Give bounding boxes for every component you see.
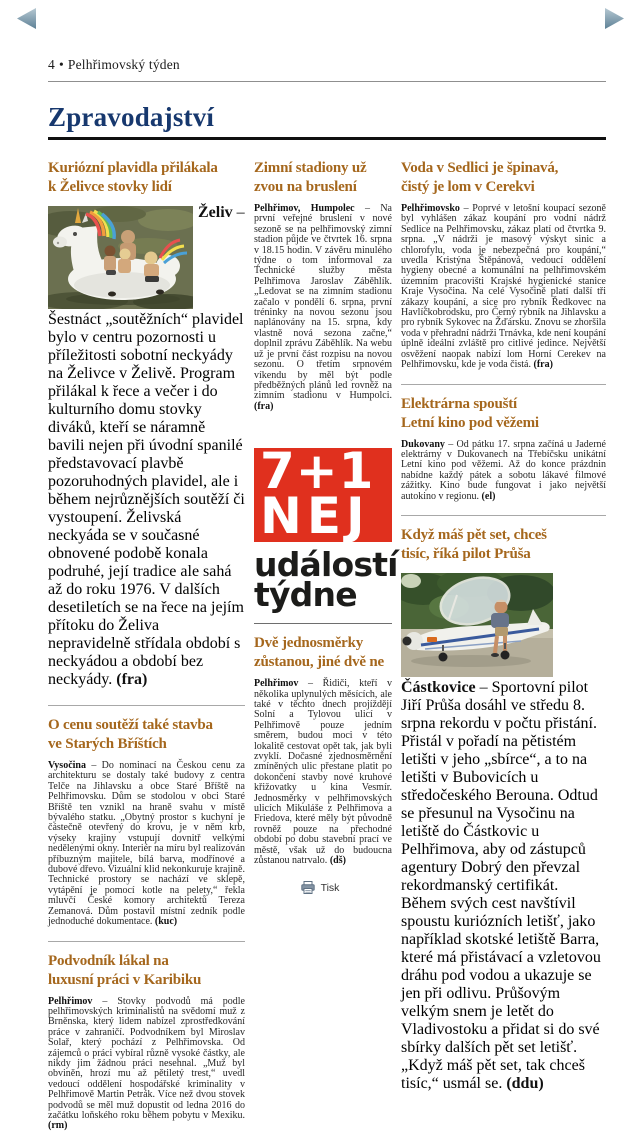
- masthead: [48, 56, 606, 82]
- article-sign: (dš): [329, 855, 346, 867]
- article-body: Dukovany – Od pátku 17. srpna začíná u Jaderné elektrárny v Dukovanech na Třebíčsku unikátní Letní kino pod věžemi. Až do konce prázdnin nabídne každý pátek a sobotu lákavé filmové zážitky. Kino bude fungovat i jako největší autokino v regionu. (el): [401, 438, 606, 502]
- article-pilot: Když máš pět set, chceš tisíc, říká pilot Průša Částkovice – Sportovní pilot Jiří Průša dosáhl ve středu 8. srpna rekordu v počtu přistání. Přistál v pořadí na pětistém letišti v jeho „sbírce“, a to na letišti v Bubovicích u středočeského Berouna. Odtud se přesunul na Vysočinu na letiště do Částkovic u Pelhřimova, aby od zástupců agentury Dobrý den převzal rekordmanský certifikát. Během svých cest navštívil spoustu kuriózních letišť, jako například skotské letiště Barra, které má přistávací a vzletovou dráhu pod vodou a ukazuje se jen při odlivu. Průšovým velkým snem je letět do Vladivostoku a přidat si do své sbírky dalších pět set letišť. „Když máš pět set, tak chceš tisíc,“ usmál se. (ddu): [401, 526, 606, 1093]
- article-stadiony: [254, 159, 392, 412]
- article-columns: [48, 159, 606, 1132]
- article-headline: Voda v Sedlici je špinavá, čistý je lom v Cerekvi: [401, 160, 559, 195]
- publication-name: Pelhřimovský týden: [67, 57, 180, 72]
- article-lead: Dukovany: [401, 438, 445, 450]
- print-button[interactable]: [295, 880, 346, 895]
- divider: [48, 705, 245, 706]
- article-lead: Želiv: [198, 204, 233, 221]
- article-sign: (kuc): [154, 916, 178, 928]
- article-body: Pelhřimov, Humpolec – Na první veřejné bruslení v nové sezoně se na pelhřimovský zimní stadion půjde ve čtvrtek 16. srpna v 18.15 hodin. V závěru minulého týdne o tom informoval za Technické služby města Pelhřimova Jaroslav Záběhlík. „Ledovat se na zimním stadionu začalo v pondělí 6. srpna, první tréninky na novou sezonu jsou naplánovány na 15. srpna, kdy vlastně nová sezona začne,“ doplnil zprávu Záběhlík. Na webu už je první část rozpisu na novou sezonu. O třetím srpnovém víkendu by měl být podle předběžných plánů led rovněž na zimním stadionu v Humpolci. (fra): [254, 203, 392, 412]
- divider: [48, 941, 245, 942]
- article-voda: [401, 159, 606, 371]
- article-headline: Podvodník lákal na luxusní práci v Karibiku: [48, 952, 202, 988]
- article-lead: Pelhřimov: [48, 995, 93, 1007]
- newspaper-page: [48, 56, 606, 1132]
- article-neckyada: Kuriózní plavidla přilákala k Želivce stovky lidí Želiv – Šestnáct „soutěžních“ plavidel bylo v centru pozornosti u příležitosti sobotní neckyády na Želivce v Želivě. Program přilákal k řece a večer i do kulturního domu stovky diváků, kteří se náramně bavili nejen při úvodní spanilé představovací plavbě pozoruhodných plavidel, ale i během nejrůznějších soutěží či vystoupení. Želivská neckyáda se v současné obnovené podobě konala podruhé, její tradice ale sahá až do roku 1976. V dalších desetiletích se na řece na jejím přítoku do Želiva nepravidelně střídala období s neckyádou a období bez neckyády. (fra): [48, 159, 245, 689]
- column-left: [48, 159, 245, 1132]
- article-sign: (fra): [254, 400, 274, 412]
- promo-caption: událostí týdne: [254, 545, 398, 615]
- article-lead: Pelhřimovsko: [401, 203, 460, 214]
- section-title: Zpravodajství: [48, 102, 606, 140]
- right-triangle-icon: [605, 8, 624, 29]
- article-sign: (rm): [48, 1120, 68, 1132]
- article-lead: Pelhřimov: [254, 678, 299, 690]
- article-body: Vysočina – Do nominací na Českou cenu za architekturu se dostaly také budovy z centra Telče na Jihlavsku a obce Staré Bříště na Pelhřimovsku. Dům se stodolou v obci Staré Bříště ten vznikl na hraně svahu v místě bývalého statku. „Obytný prostor s kuchyní je částečně otevřený do krovu, je v něm krb, výseky krajiny vstupují dovnitř velkými nedělenými okny. Interiér na míru byl realizován příbuzným majitele, bílá barva, modřínové a dubové dřevo. Vizuální klid nekonkuruje krajině. Technické prostory se nachází ve sklepě, vytápění je pomocí kotle na pelety,“ řekla mluvčí České komory architektů Tereza Zemanová. Dům postavil místní zedník podle jednoduché dokumentace. (kuc): [48, 760, 245, 928]
- promo-red-box: 7+1 NEJ: [254, 448, 392, 542]
- article-headline: Kuriózní plavidla přilákala k Želivce stovky lidí: [48, 160, 218, 195]
- article-headline: Elektrárna spouští Letní kino pod věžemi: [401, 395, 539, 431]
- article-podvodnik: [48, 952, 245, 1132]
- article-jednosmerky: [254, 634, 392, 866]
- divider: [401, 515, 606, 516]
- article-sign: (el): [481, 490, 496, 502]
- column-right: [401, 159, 606, 1109]
- article-sign: (fra): [116, 671, 148, 688]
- printer-icon: [301, 881, 315, 894]
- article-kino: [401, 395, 606, 502]
- unicorn-float-photo: [48, 206, 193, 309]
- article-sign: (fra): [533, 359, 553, 371]
- column-middle: [254, 159, 398, 867]
- promo-7plus1-nej: [254, 448, 398, 615]
- article-lead: Částkovice: [401, 678, 476, 696]
- left-triangle-icon: [17, 8, 36, 29]
- article-body: Pelhřimov – Stovky podvodů má podle pelhřimovských kriminalistů na svědomí muž z Brněnska, který lidem nabízel zprostředkování práce v zahraničí. Podvodníkem byl Miroslav Solař, který pochází z Pelhřimovska. Od zájemců o práci vybíral různě vysoké částky, ale nikdy jim žádnou práci nesehnal. „Muž byl obviněn, hrozí mu až pětiletý trest,“ uvedl vedoucí oddělení hospodářské kriminality v Pelhřimově Martin Petrák. Více než dvou stovek podvodů se měl muž dopustit od ledna 2016 do začátku loňského roku během pobytu v Mexiku. (rm): [48, 995, 245, 1132]
- divider: [401, 384, 606, 385]
- article-body: Pelhřimovsko – Poprvé v letošní koupací sezoně byl vyhlášen zákaz koupání pro vodní nádrž Sedlice na Pelhřimovsku, zákaz platí od čtvrtka 9. srpna. „V nádrži je masový výskyt sinic a chlorofylu, voda je nebezpečná pro koupání,“ uvedla Kristýna Štěpánová, vedoucí oddělení hygieny obecné a komunální na pelhřimovském územním pracovišti Krajské hygienické stanice Kraje Vysočina. Na celé Vysočině platí další tři zákazy koupání, a sice pro rybník Ředkovec na Havlíčkobrodsku, pro Černý rybník na Jihlavsku a pro rybník Sykovec na Žďársku. Znovu se zhoršila voda v přehradní nádrži Trnávka, kde není koupání úplně ideální zvláště pro citlivé jedince. Největší osvěžení naopak nabízí lom Horní Cerekev na Pelhřimovsku, kde je voda čistá. (fra): [401, 203, 606, 371]
- prev-page-arrow[interactable]: [17, 8, 36, 29]
- article-body: Pelhřimov – Řidiči, kteří v několika uplynulých měsících, ale také v těchto dnech projíždějí Solní a Tylovou ulicí v Pelhřimově pouze jedním směrem, budou moci v této lokalitě cestovat opět tak, jak byli zvyklí. Dočasné zjednosměrnění zmíněných ulic přestane platit po dokončení stavby nové kruhové křižovatky u kina Vesmír. Jednosměrky v pelhřimovských ulicích Mikuláše z Pelhřimova a Friedova, které měly být původně rovněž pouze na přechodné období po dobu stavební prací ve městě, však už do budoucna zůstanou natrvalo. (dš): [254, 678, 392, 867]
- article-lead: Pelhřimov, Humpolec: [254, 203, 355, 214]
- article-headline: Když máš pět set, chceš tisíc, říká pilot Průša: [401, 526, 547, 562]
- article-headline: O cenu soutěží také stavba ve Starých Bříštích: [48, 717, 213, 752]
- page-footer: [0, 880, 640, 899]
- next-page-arrow[interactable]: [605, 8, 624, 29]
- airplane-photo: [401, 573, 553, 677]
- article-lead: Vysočina: [48, 760, 86, 771]
- article-sign: (ddu): [506, 1074, 544, 1092]
- page-number: 4: [48, 57, 55, 72]
- masthead-separator: •: [58, 57, 64, 72]
- print-label: Tisk: [320, 881, 340, 894]
- article-headline: Zimní stadiony už zvou na bruslení: [254, 160, 367, 195]
- divider: [254, 623, 392, 624]
- article-headline: Dvě jednosměrky zůstanou, jiné dvě ne: [254, 635, 384, 671]
